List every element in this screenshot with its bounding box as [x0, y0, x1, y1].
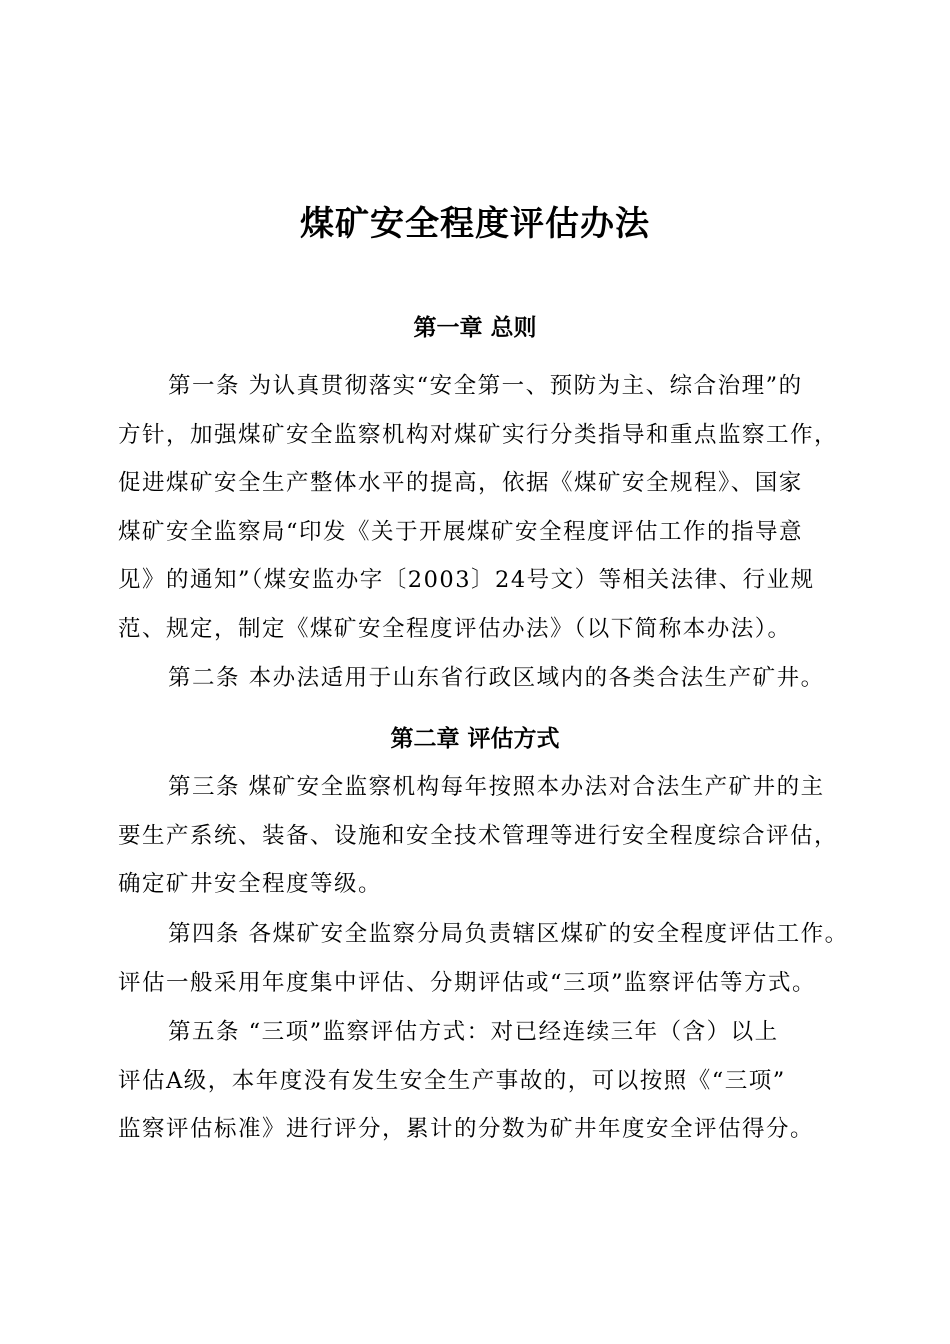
article-3	[118, 763, 839, 909]
article-1-line-6: 范、规定，制定《煤矿安全程度评估办法》（以下简称本办法）。	[118, 615, 792, 642]
article-1-line-3: 促进煤矿安全生产整体水平的提高，依据《煤矿安全规程》、国家	[118, 470, 803, 496]
article-3-line-3: 确定矿井安全程度等级。	[118, 871, 383, 897]
article-2	[118, 654, 834, 703]
chapter-heading-2: 第二章 评估方式	[390, 726, 560, 752]
article-1-line-1: 第一条 为认真贯彻落实“安全第一、预防为主、综合治理”的	[168, 373, 803, 399]
article-1-line-4: 煤矿安全监察局“印发《关于开展煤矿安全程度评估工作的指导意	[118, 518, 804, 545]
chapter-heading-1: 第一章 总则	[413, 315, 537, 341]
article-5-line-1: 第五条 “三项”监察评估方式：对已经连续三年（含）以上	[168, 1019, 779, 1045]
article-2-line-1: 第二条 本办法适用于山东省行政区域内的各类合法生产矿井。	[168, 665, 825, 691]
article-1-line-5: 见》的通知”（煤安监办字〔2003〕24号文）等相关法律、行业规	[118, 567, 815, 593]
article-4	[118, 910, 849, 1007]
article-5	[118, 1008, 834, 1154]
article-4-line-1: 第四条 各煤矿安全监察分局负责辖区煤矿的安全程度评估工作。	[168, 921, 849, 947]
document-title: 煤矿安全程度评估办法	[300, 204, 650, 244]
article-1	[118, 362, 839, 653]
article-5-line-3: 监察评估标准》进行评分，累计的分数为矿井年度安全评估得分。	[118, 1116, 815, 1142]
article-4-line-2: 评估一般采用年度集中评估、分期评估或“三项”监察评估等方式。	[118, 969, 817, 996]
article-1-line-2: 方针，加强煤矿安全监察机构对煤矿实行分类指导和重点监察工作，	[118, 421, 839, 448]
article-5-line-2: 评估A级，本年度没有发生安全生产事故的，可以按照《“三项”	[118, 1067, 786, 1094]
article-3-line-1: 第三条 煤矿安全监察机构每年按照本办法对合法生产矿井的主	[168, 774, 825, 800]
article-3-line-2: 要生产系统、装备、设施和安全技术管理等进行安全程度综合评估，	[118, 822, 839, 849]
